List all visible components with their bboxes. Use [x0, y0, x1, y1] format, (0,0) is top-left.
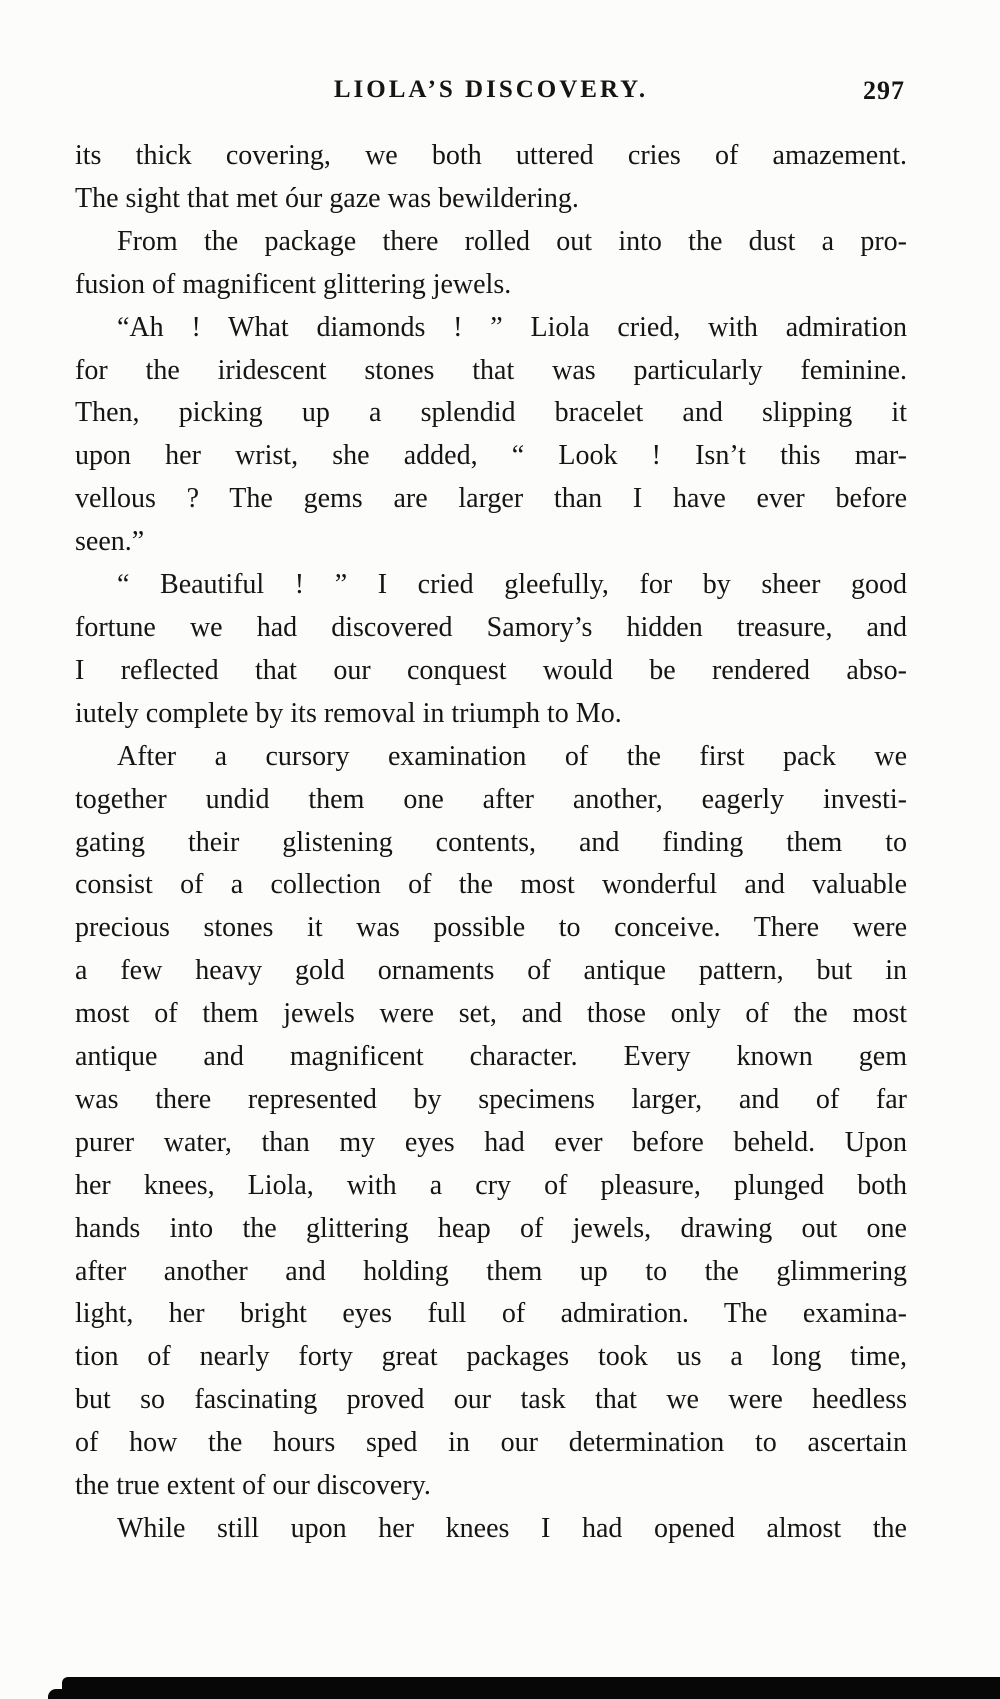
- text-line: its thick covering, we both uttered cries of amazement.: [75, 140, 907, 171]
- paragraph: [75, 307, 907, 564]
- text-line: While still upon her knees I had opened almost the: [117, 1513, 907, 1544]
- text-line: fusion of magnificent glittering jewels.: [75, 268, 512, 300]
- scan-edge-bar: [62, 1677, 1000, 1699]
- text-line: The sight that met óur gaze was bewildering.: [75, 182, 579, 214]
- text-line: purer water, than my eyes had ever before beheld. Upon: [75, 1126, 907, 1158]
- text-line: the true extent of our discovery.: [75, 1470, 431, 1502]
- text-line: hands into the glittering heap of jewels, drawing out one: [75, 1212, 907, 1244]
- text-line: most of them jewels were set, and those only of the most: [75, 998, 907, 1030]
- text-line: Then, picking up a splendid bracelet and slipping it: [75, 397, 907, 429]
- text-line: “ Beautiful ! ” I cried gleefully, for by sheer good: [117, 569, 907, 601]
- text-line: gating their glistening contents, and finding them to: [75, 826, 907, 858]
- text-line: tion of nearly forty great packages took us a long time,: [75, 1341, 907, 1373]
- paragraph: [75, 564, 907, 736]
- paragraph: [75, 221, 907, 307]
- text-line: for the iridescent stones that was particularly feminine.: [75, 354, 907, 386]
- text-line: light, her bright eyes full of admiration. The examina-: [75, 1298, 907, 1330]
- text-line: antique and magnificent character. Every known gem: [75, 1041, 907, 1073]
- text-column: [75, 135, 907, 1551]
- text-line: iutely complete by its removal in triumph to Mo.: [75, 697, 622, 729]
- text-line: consist of a collection of the most wonderful and valuable: [75, 869, 907, 901]
- text-line: after another and holding them up to the glimmering: [75, 1255, 907, 1287]
- running-header: [75, 76, 907, 110]
- text-line: but so fascinating proved our task that we were heedless: [75, 1384, 907, 1416]
- text-line: vellous ? The gems are larger than I have ever before: [75, 483, 907, 515]
- text-line: seen.”: [75, 526, 145, 558]
- text-line: her knees, Liola, with a cry of pleasure, plunged both: [75, 1169, 907, 1201]
- page-number: 297: [863, 76, 905, 105]
- paragraph: [75, 736, 907, 1508]
- text-line: of how the hours sped in our determination to ascertain: [75, 1427, 907, 1459]
- page-title: LIOLA’S DISCOVERY.: [333, 76, 649, 103]
- text-line: I reflected that our conquest would be rendered abso-: [75, 654, 907, 686]
- text-line: After a cursory examination of the first pack we: [117, 740, 907, 772]
- paragraph: [75, 135, 907, 221]
- text-line: precious stones it was possible to conceive. There were: [75, 912, 907, 944]
- text-line: fortune we had discovered Samory’s hidden treasure, and: [75, 611, 907, 643]
- text-line: From the package there rolled out into the dust a pro-: [117, 225, 907, 257]
- paragraph: [75, 1508, 907, 1551]
- text-line: was there represented by specimens larger, and of far: [75, 1083, 907, 1115]
- text-line: together undid them one after another, eagerly investi-: [75, 783, 907, 815]
- text-line: upon her wrist, she added, “ Look ! Isn’t this mar-: [75, 440, 907, 472]
- text-line: a few heavy gold ornaments of antique pattern, but in: [75, 955, 907, 987]
- text-line: “Ah ! What diamonds ! ” Liola cried, with admiration: [117, 311, 907, 343]
